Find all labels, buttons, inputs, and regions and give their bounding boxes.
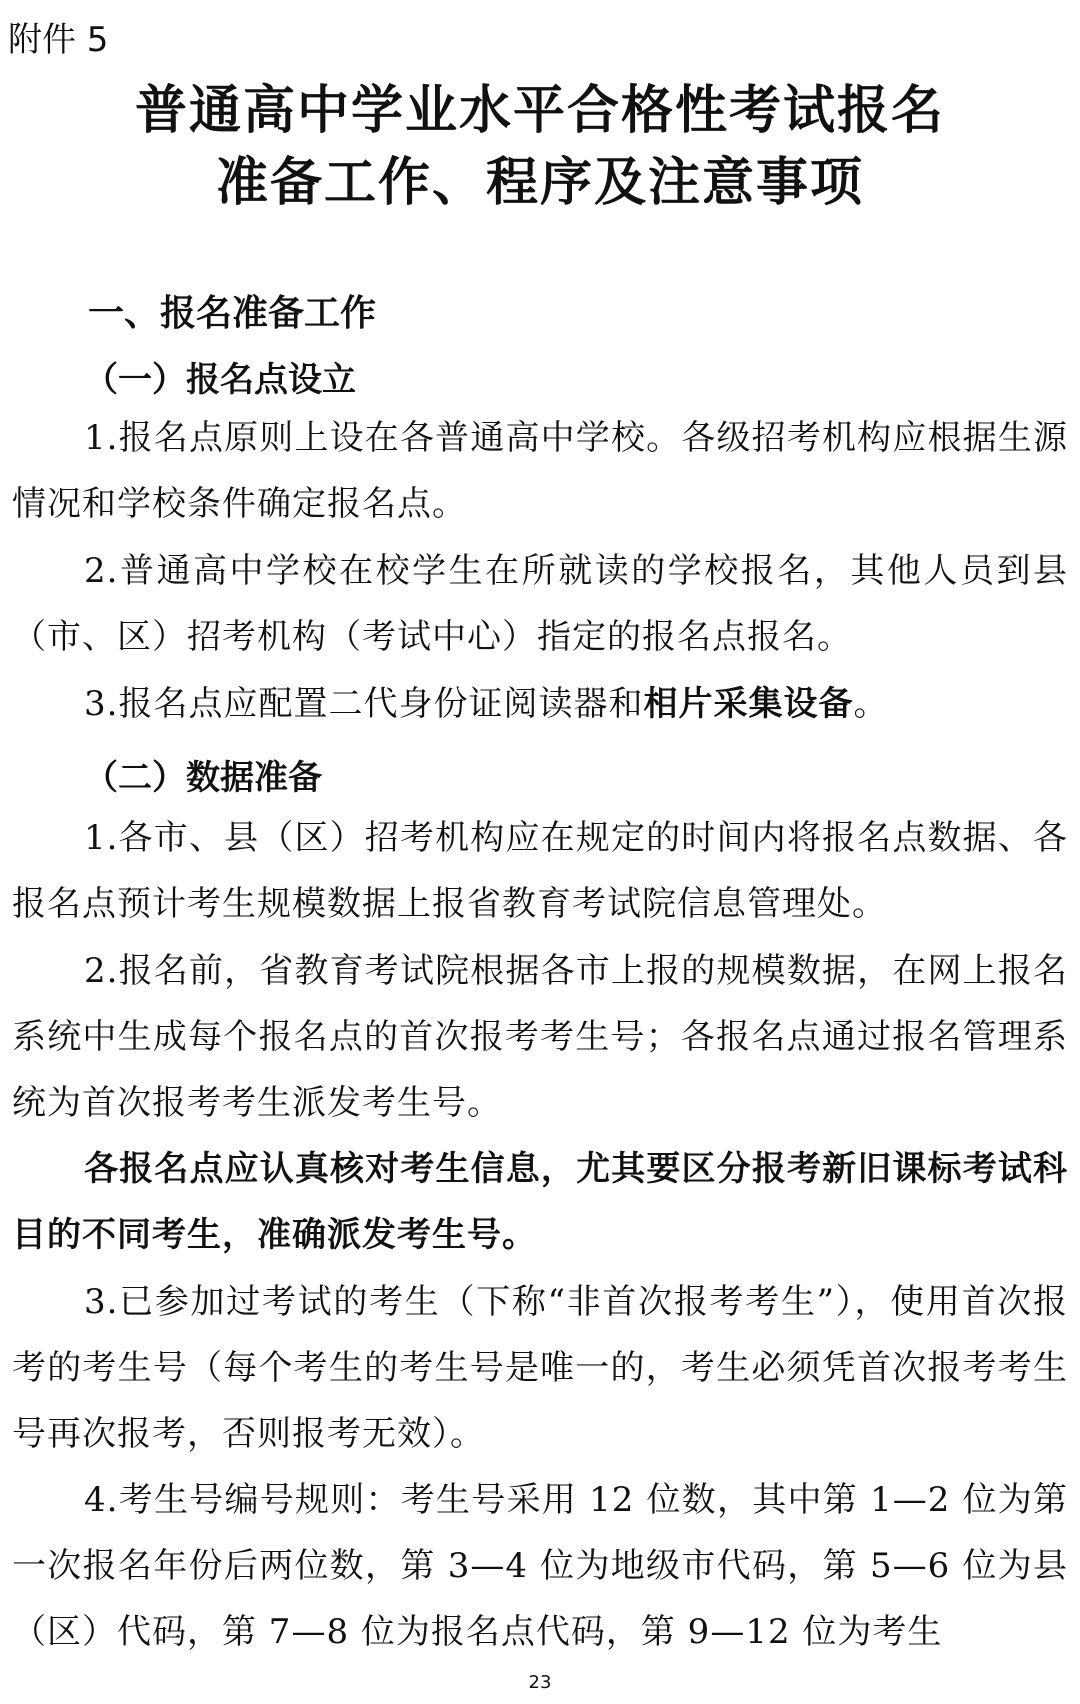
paragraph-1-1: 1.报名点原则上设在各普通高中学校。各级招考机构应根据生源情况和学校条件确定报名点。 [12,418,1068,524]
paragraph-1-2: 2.普通高中学校在校学生在所就读的学校报名，其他人员到县（市、区）招考机构（考试中心）指定的报名点报名。 [12,551,1068,657]
page-number: 23 [528,1672,552,1693]
paragraph-2-2-emphasis: 各报名点应认真核对考生信息，尤其要区分报考新旧课标考试科目的不同考生，准确派发考生号。 [12,1149,1068,1255]
paragraph-2-3: 3.已参加过考试的考生（下称“非首次报考考生”），使用首次报考的考生号（每个考生的考生号是唯一的，考生必须凭首次报考考生号再次报考，否则报考无效）。 [12,1282,1068,1454]
document-title-line-2: 准备工作、程序及注意事项 [215,153,864,213]
paragraph-2-2: 2.报名前，省教育考试院根据各市上报的规模数据，在网上报名系统中生成每个报名点的首次报考考生号；各报名点通过报名管理系统为首次报考考生派发考生号。 [12,951,1068,1123]
paragraph-1-3-emphasis: 相片采集设备 [643,684,854,724]
paragraph-1-3-prefix: 3.报名点应配置二代身份证阅读器和 [84,684,644,724]
paragraph-1-3 [12,671,1068,737]
subsection-heading-1: （一）报名点设立 [84,360,356,400]
paragraph-2-4: 4.考生号编号规则：考生号采用 12 位数，其中第 1—2 位为第一次报名年份后两位数，第 3—4 位为地级市代码，第 5—6 位为县（区）代码，第 7—8 位为报名点代码，第 9—12 位为考生 [12,1480,1068,1652]
paragraph-1-3-suffix: 。 [853,684,889,724]
paragraph-2-1: 1.各市、县（区）招考机构应在规定的时间内将报名点数据、各报名点预计考生规模数据上报省教育考试院信息管理处。 [12,818,1068,924]
attachment-label: 附件 5 [8,20,109,60]
subsection-heading-2: （二）数据准备 [84,758,322,798]
document-title-line-1: 普通高中学业水平合格性考试报名 [134,81,945,141]
section-heading-1: 一、报名准备工作 [88,293,377,334]
